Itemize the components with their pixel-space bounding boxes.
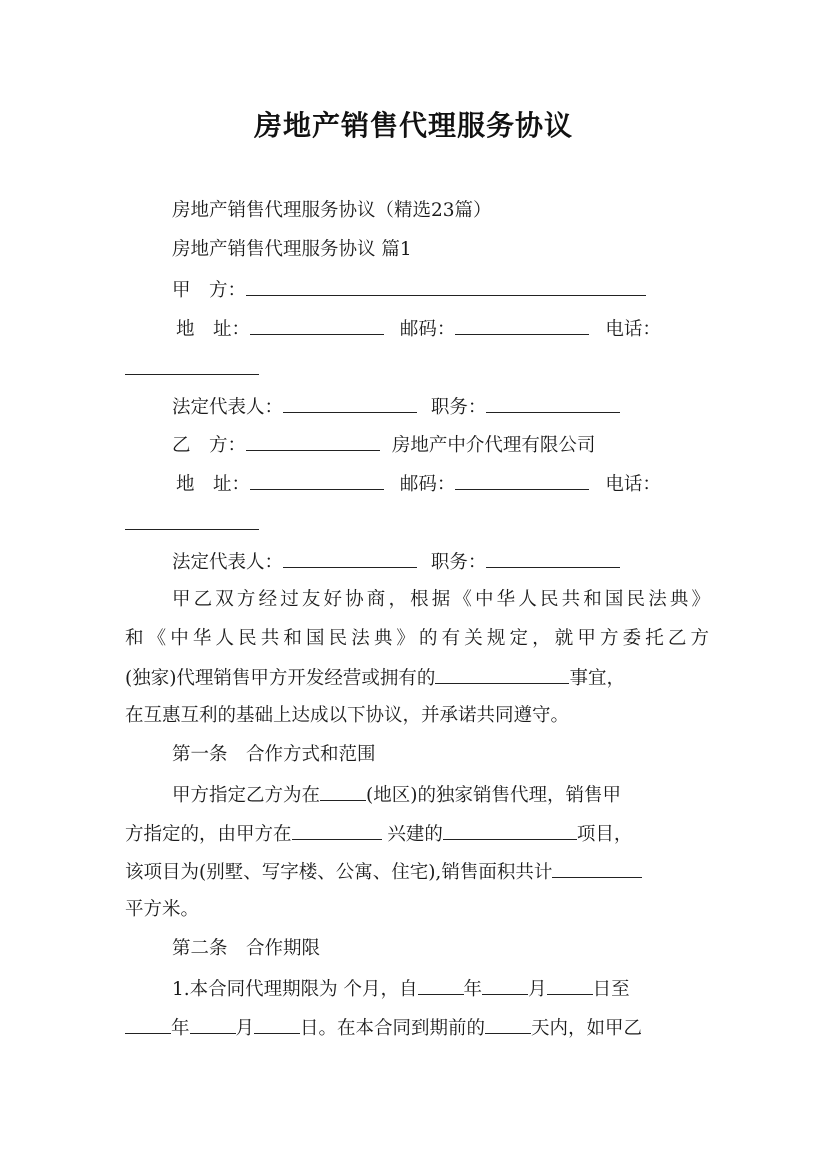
art2-l1d: 日至 — [592, 979, 630, 1000]
party-a-label: 甲 方： — [172, 280, 247, 301]
party-a-rep-blank — [283, 394, 417, 413]
party-a-addr-label: 地 址： — [176, 319, 251, 340]
document-title: 房地产销售代理服务协议 — [253, 109, 573, 142]
intro-line-1: 甲乙双方经过友好协商，根据《中华人民共和国民法典》 — [172, 589, 710, 610]
party-b-phone-label: 电话： — [605, 474, 661, 495]
article-1-line-3 — [125, 859, 642, 885]
art2-l1c: 月 — [528, 979, 547, 1000]
art2-l2d: 天内，如甲乙 — [531, 1018, 643, 1039]
section-heading: 房地产销售代理服务协议 篇1 — [172, 239, 412, 260]
intro-line-2: 和《中华人民共和国民法典》的有关规定，就甲方委托乙方 — [125, 628, 709, 649]
end-day-blank — [254, 1015, 300, 1034]
art1-l1b: (地区)的独家销售代理，销售甲 — [366, 785, 621, 806]
intro-line-3 — [125, 665, 625, 691]
party-b-line — [172, 432, 595, 458]
party-a-phone-blank-line — [125, 356, 259, 382]
start-year-blank — [418, 976, 464, 995]
party-b-title-blank — [486, 549, 620, 568]
party-b-phone-blank-line — [125, 511, 259, 537]
location-blank — [292, 821, 382, 840]
art1-l2b: 兴建的 — [381, 824, 443, 845]
start-month-blank — [482, 976, 528, 995]
party-b-address-line — [176, 471, 661, 497]
party-b-blank — [246, 432, 380, 451]
article-1-line-4: 平方米。 — [125, 899, 200, 920]
end-year-blank — [125, 1015, 171, 1034]
intro-line-3b: 事宜， — [569, 668, 625, 689]
party-a-blank — [246, 277, 646, 296]
party-a-zip-label: 邮码： — [399, 319, 456, 340]
party-b-zip-label: 邮码： — [399, 474, 456, 495]
party-a-addr-blank — [250, 316, 384, 335]
project-blank — [443, 821, 577, 840]
party-a-rep-label: 法定代表人： — [172, 397, 284, 418]
article-1-line-2 — [125, 821, 632, 847]
intro-line-3a: (独家)代理销售甲方开发经营或拥有的 — [125, 668, 436, 689]
party-a-phone-blank — [125, 356, 259, 375]
article-2-line-2 — [125, 1015, 642, 1041]
party-a-rep-line — [172, 394, 620, 420]
party-b-rep-line — [172, 549, 620, 575]
intro-property-blank — [435, 665, 569, 684]
article-2-heading: 第二条 合作期限 — [172, 938, 321, 959]
party-b-rep-blank — [283, 549, 417, 568]
party-b-company: 房地产中介代理有限公司 — [391, 435, 596, 456]
subtitle: 房地产销售代理服务协议（精选23篇） — [172, 200, 492, 221]
art1-l2a: 方指定的，由甲方在 — [125, 824, 292, 845]
article-1-line-1 — [172, 782, 621, 808]
party-b-label: 乙 方： — [172, 435, 247, 456]
art1-l1a: 甲方指定乙方为在 — [172, 785, 321, 806]
party-a-address-line — [176, 316, 661, 342]
art2-l1a: 1.本合同代理期限为 个月，自 — [172, 979, 418, 1000]
article-1-heading: 第一条 合作方式和范围 — [172, 744, 376, 765]
party-b-addr-blank — [250, 471, 384, 490]
party-a-title-blank — [486, 394, 620, 413]
area-blank — [552, 859, 642, 878]
party-a-phone-label: 电话： — [605, 319, 661, 340]
party-b-title-label: 职务： — [430, 552, 487, 573]
party-b-rep-label: 法定代表人： — [172, 552, 284, 573]
region-blank — [320, 782, 366, 801]
intro-line-4: 在互惠互利的基础上达成以下协议，并承诺共同遵守。 — [125, 705, 570, 726]
party-b-zip-blank — [455, 471, 589, 490]
party-b-phone-blank — [125, 511, 259, 530]
party-b-addr-label: 地 址： — [176, 474, 251, 495]
days-blank — [485, 1015, 531, 1034]
art2-l2c: 日。在本合同到期前的 — [300, 1018, 486, 1039]
art1-l3a: 该项目为(别墅、写字楼、公寓、住宅),销售面积共计 — [125, 862, 553, 883]
art2-l2a: 年 — [171, 1018, 190, 1039]
art1-l2c: 项目， — [576, 824, 633, 845]
article-2-line-1 — [172, 976, 630, 1002]
art2-l1b: 年 — [463, 979, 483, 1000]
party-a-zip-blank — [455, 316, 589, 335]
end-month-blank — [190, 1015, 236, 1034]
start-day-blank — [547, 976, 593, 995]
party-a-title-label: 职务： — [430, 397, 487, 418]
party-a-line — [172, 277, 646, 303]
art2-l2b: 月 — [235, 1018, 255, 1039]
